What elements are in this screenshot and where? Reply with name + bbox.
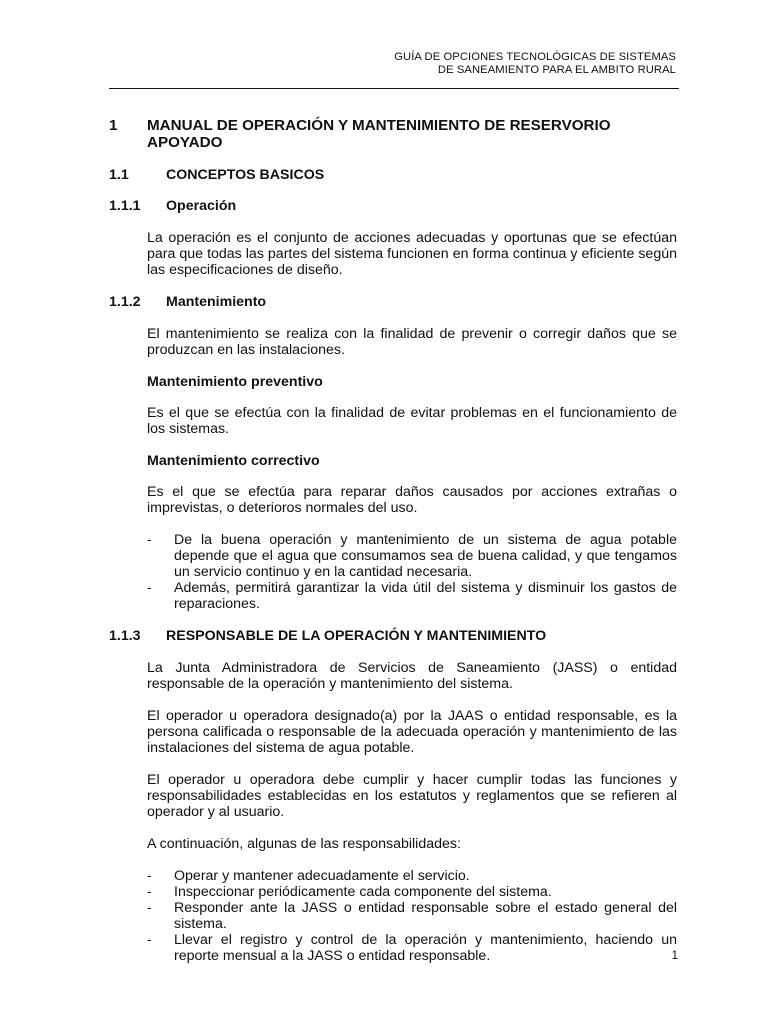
operador-cumplir-paragraph: El operador u operadora debe cumplir y hacer cumplir todas las funciones y responsabilidades establecidas en los estatutos y reglamentos que se refieren al operador y al usuario. [147, 772, 677, 820]
list-item [147, 900, 677, 932]
list-item [147, 884, 677, 900]
bullet-dash: - [147, 580, 152, 596]
correctivo-subheading: Mantenimiento correctivo [147, 453, 320, 469]
bullet-dash: - [147, 868, 152, 884]
preventivo-subheading: Mantenimiento preventivo [147, 374, 323, 390]
section-title: CONCEPTOS BASICOS [166, 167, 325, 183]
document-body [109, 117, 677, 980]
mantenimiento-bullet-list [147, 532, 677, 612]
page-number: 1 [671, 950, 678, 962]
section-1-1-2-body [147, 326, 677, 516]
operacion-paragraph: La operación es el conjunto de acciones adecuadas y oportunas que se efectúan para que todas las partes del sistema funcionen en forma continua y eficiente según las especificaciones de diseño. [147, 230, 677, 278]
section-number: 1 [109, 117, 118, 134]
section-title: MANUAL DE OPERACIÓN Y MANTENIMIENTO DE RESERVORIO APOYADO [147, 117, 611, 151]
list-item-text: Llevar el registro y control de la operación y mantenimiento, haciendo un reporte mensual a la JASS o entidad responsable. [174, 932, 677, 964]
section-number: 1.1 [109, 167, 129, 183]
section-1-1-1-body [147, 230, 677, 278]
responsabilidades-bullet-list [147, 868, 677, 964]
running-header [394, 51, 676, 77]
section-1-1-2-heading [109, 294, 677, 310]
preventivo-paragraph: Es el que se efectúa con la finalidad de evitar problemas en el funcionamiento de los sistemas. [147, 405, 677, 437]
list-item-text: Además, permitirá garantizar la vida útil del sistema y disminuir los gastos de reparaciones. [174, 580, 677, 612]
list-item [147, 868, 677, 884]
section-number: 1.1.3 [109, 628, 141, 644]
section-1-1-3-body [147, 660, 677, 852]
list-item [147, 532, 677, 580]
bullet-dash: - [147, 900, 152, 916]
list-item [147, 932, 677, 964]
list-item [147, 580, 677, 612]
responsabilidades-intro: A continuación, algunas de las responsabilidades: [147, 836, 461, 852]
header-line-1: GUÍA DE OPCIONES TECNOLÓGICAS DE SISTEMAS [394, 51, 676, 63]
section-1-1-1-heading [109, 198, 677, 214]
section-title: Operación [166, 198, 237, 214]
header-rule [109, 88, 679, 89]
list-item-text: Operar y mantener adecuadamente el servicio. [174, 868, 470, 884]
list-item-text: De la buena operación y mantenimiento de un sistema de agua potable depende que el agua que consumamos sea de buena calidad, y que tengamos un servicio continuo y en la cantidad necesaria. [174, 532, 677, 580]
header-line-2: DE SANEAMIENTO PARA EL AMBITO RURAL [437, 64, 676, 76]
list-item-text: Responder ante la JASS o entidad responsable sobre el estado general del sistema. [174, 900, 677, 932]
bullet-dash: - [147, 932, 152, 948]
section-1-1-3-heading [109, 628, 677, 644]
section-1-1-heading [109, 167, 677, 183]
list-item-text: Inspeccionar periódicamente cada componente del sistema. [174, 884, 552, 900]
section-title: RESPONSABLE DE LA OPERACIÓN Y MANTENIMIENTO [166, 628, 547, 644]
section-1-heading [109, 117, 677, 151]
mantenimiento-paragraph: El mantenimiento se realiza con la finalidad de prevenir o corregir daños que se produzcan en las instalaciones. [147, 326, 677, 358]
section-number: 1.1.1 [109, 198, 141, 214]
jass-paragraph: La Junta Administradora de Servicios de Saneamiento (JASS) o entidad responsable de la operación y mantenimiento del sistema. [147, 660, 677, 692]
bullet-dash: - [147, 532, 152, 548]
section-number: 1.1.2 [109, 294, 141, 310]
section-title: Mantenimiento [166, 294, 267, 310]
correctivo-paragraph: Es el que se efectúa para reparar daños causados por acciones extrañas o imprevistas, o deterioros normales del uso. [147, 484, 677, 516]
operador-designado-paragraph: El operador u operadora designado(a) por la JAAS o entidad responsable, es la persona calificada o responsable de la adecuada operación y mantenimiento de las instalaciones del sistema de agua potable. [147, 708, 677, 756]
bullet-dash: - [147, 884, 152, 900]
